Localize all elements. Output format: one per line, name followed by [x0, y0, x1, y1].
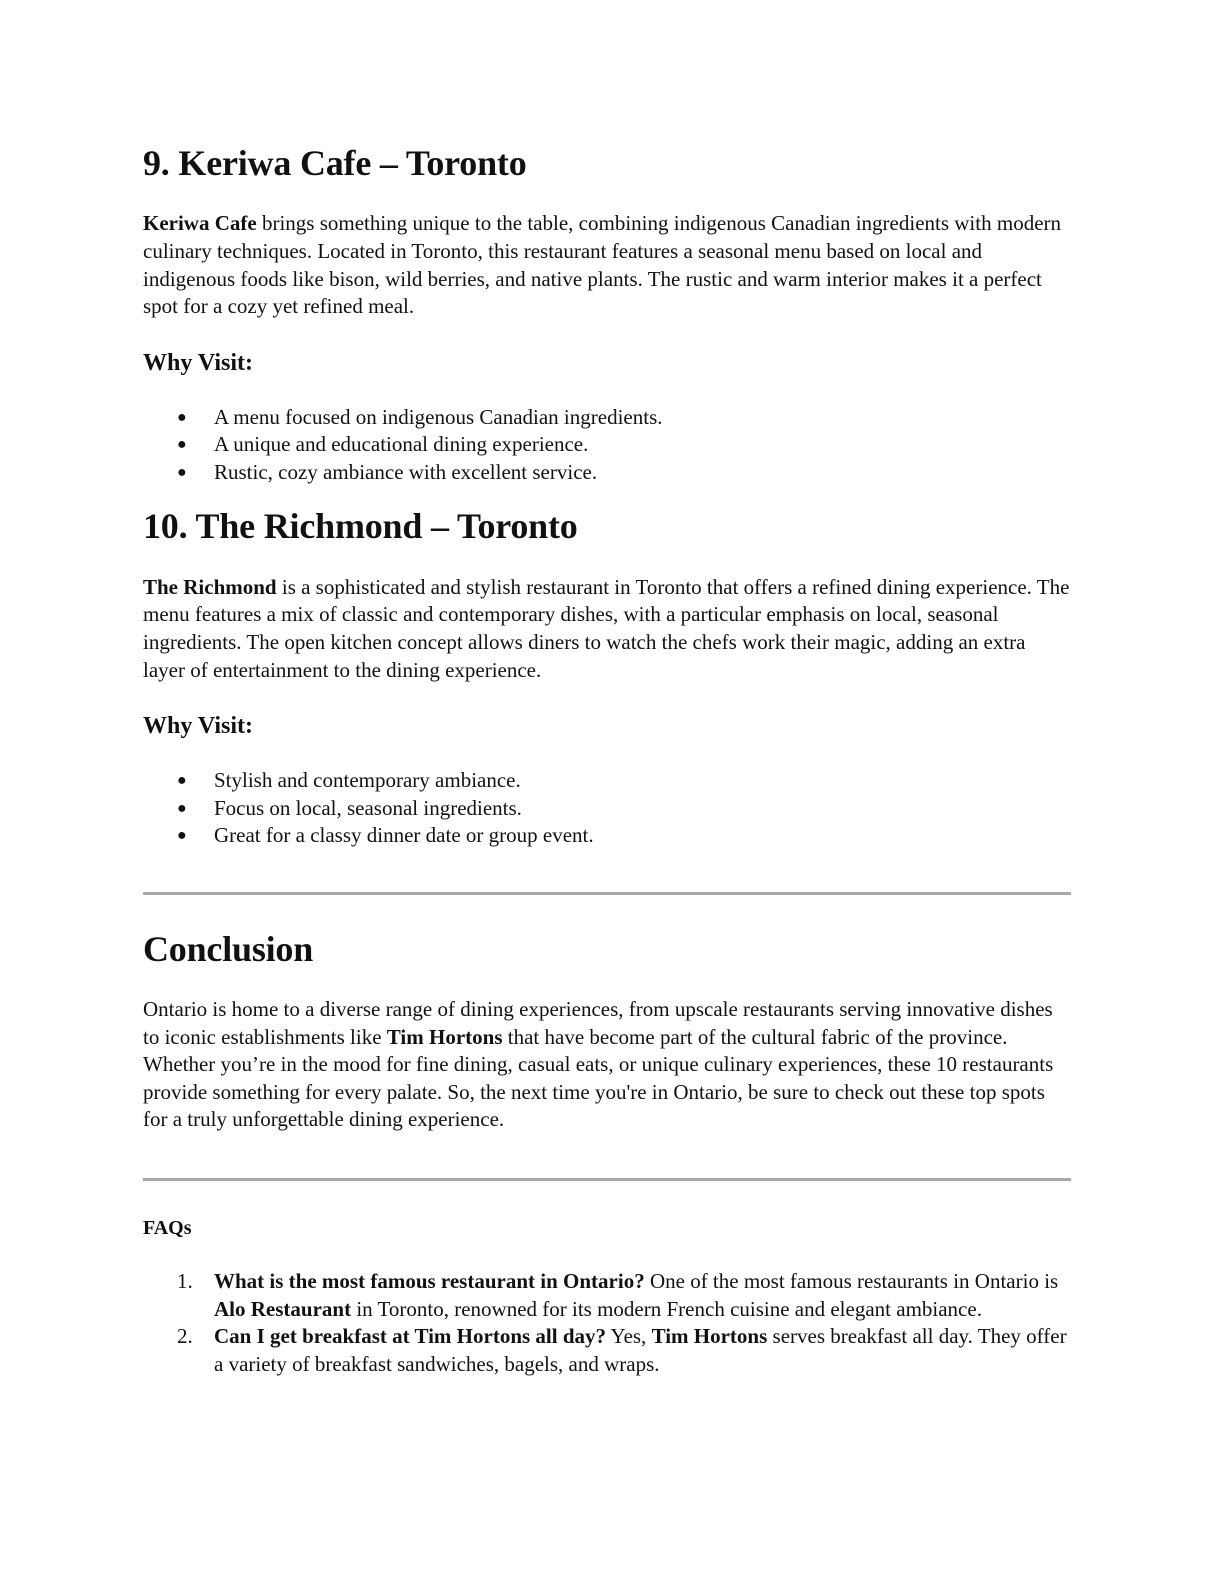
keriwa-description: brings something unique to the table, combining indigenous Canadian ingredients with modern culinary techniques. Located in Toronto, this restaurant features a seasonal menu based on local and indigenous foods like bison, wild berries, and native plants. The rustic and warm interior makes it a perfect spot for a cozy yet refined meal.: [143, 211, 1062, 319]
section-heading-richmond: 10. The Richmond – Toronto: [143, 506, 578, 547]
keriwa-why-visit-list: [143, 404, 1071, 487]
richmond-name: The Richmond: [143, 574, 277, 599]
faqs-title: FAQs: [143, 1217, 192, 1240]
section-divider: [143, 1178, 1071, 1181]
list-item: ● Stylish and contemporary ambiance.: [143, 767, 1071, 795]
faqs-list: [143, 1268, 1071, 1378]
faq-number: 1.: [177, 1269, 193, 1294]
document-page: [143, 0, 1071, 1378]
faq-question: What is the most famous restaurant in Ontario?: [214, 1269, 645, 1294]
section-divider: [143, 892, 1071, 895]
bullet-icon: ●: [177, 799, 187, 817]
list-item: ● Focus on local, seasonal ingredients.: [143, 795, 1071, 823]
section-heading-keriwa: 9. Keriwa Cafe – Toronto: [143, 143, 527, 183]
bullet-icon: ●: [177, 463, 187, 481]
list-item: ● A menu focused on indigenous Canadian ingredients.: [143, 404, 1071, 432]
list-item: ● Rustic, cozy ambiance with excellent service.: [143, 459, 1071, 487]
richmond-paragraph: [143, 574, 1071, 684]
richmond-why-visit-heading: Why Visit:: [143, 713, 254, 740]
richmond-description: is a sophisticated and stylish restaurant in Toronto that offers a refined dining experience. The menu features a mix of classic and contemporary dishes, with a particular emphasis on local, seasonal ingredients. The open kitchen concept allows diners to watch the chefs work their magic, adding an extra layer of entertainment to the dining experience.: [143, 574, 1070, 682]
faq-question: Can I get breakfast at Tim Hortons all day?: [214, 1324, 607, 1349]
keriwa-name: Keriwa Cafe: [143, 211, 257, 236]
bullet-icon: ●: [177, 827, 187, 845]
conclusion-paragraph: Ontario is home to a diverse range of dining experiences, from upscale restaurants serving innovative dishes to iconic establishments like Tim Hortons that have become part of the cultural fabric of the province. Whether you’re in the mood for fine dining, casual eats, or unique culinary experiences, these 10 restaurants provide something for every palate. So, the next time you're in Ontario, be sure to check out these top spots for a truly unforgettable dining experience.: [143, 997, 1054, 1132]
faq-item: 1. What is the most famous restaurant in Ontario? One of the most famous restaurants in Ontario is Alo Restaurant in Toronto, renowned for its modern French cuisine and elegant ambiance.: [177, 1269, 1059, 1321]
keriwa-why-visit-heading: Why Visit:: [143, 349, 254, 376]
faq-number: 2.: [177, 1324, 193, 1349]
conclusion-bold-name: Tim Hortons: [386, 1024, 503, 1049]
bullet-icon: ●: [177, 436, 187, 454]
richmond-why-visit-list: [143, 767, 1071, 850]
list-item: ● Great for a classy dinner date or group event.: [143, 822, 1071, 850]
bullet-icon: ●: [177, 771, 187, 789]
keriwa-paragraph: [143, 210, 1071, 320]
list-item: ● A unique and educational dining experience.: [143, 431, 1071, 459]
bullet-icon: ●: [177, 408, 187, 426]
conclusion-heading: Conclusion: [143, 928, 314, 969]
faq-item: 2. Can I get breakfast at Tim Hortons all day? Yes, Tim Hortons serves breakfast all day. They offer a variety of breakfast sandwiches, bagels, and wraps.: [177, 1324, 1067, 1376]
